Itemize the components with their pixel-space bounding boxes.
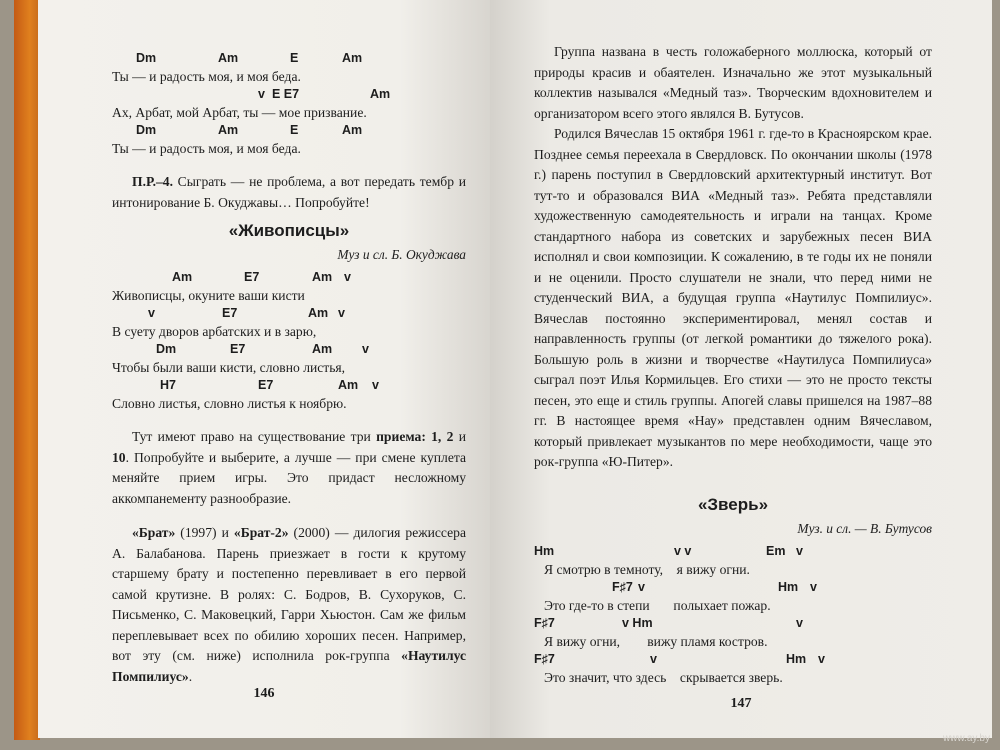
chord-label: H7 bbox=[160, 378, 176, 392]
nautilus-paragraph-2: Родился Вячеслав 15 октября 1961 г. где-то в Красноярском крае. Позднее семья переехала в Свердловск. По окончании школы (1978 г.) парень поступил в Свердловский архитектурный институт. Вот тут-то и образовался ВИА «Медный таз». Ребята представляли художественную самодеятельность и играли на танцах. Кроме стандартного набора из советских и зарубежных песен ВИА исполнял и свои композиции. К сожалению, в те годы их не поняли и не оценили. Просто слушатели не знали, что перед ними не студенческий ВИА, а будущая группа «Наутилус Помпилиус». Вячеслав постоянно экспериментировал, менял состав и направленность группы (от легкой романтики до тяжелого рока). Большую роль в жизни и творчестве «Наутилуса Помпилиуса» сыграл поэт Илья Кормильцев. Его стихи — это не просто тексты песен, это еще и стиль группы. Апогей славы пришелся на 1987–88 гг. В настоящее время «Нау» представлен одним Вячеславом, который привлекает музыкантов по мере необходимости, чаще это рок-группа «Ю-Питер». bbox=[534, 126, 932, 469]
chord-label: F♯7 bbox=[534, 615, 555, 630]
brat-bold-2: «Брат-2» bbox=[233, 525, 289, 540]
lyric-line: Чтобы были ваши кисти, словно листья, bbox=[112, 360, 346, 375]
chord-label: v bbox=[796, 615, 803, 630]
lyric-line: Ах, Арбат, мой Арбат, ты — мое призвание. bbox=[112, 105, 367, 120]
chord-label: v v bbox=[674, 543, 692, 558]
brat-text-3: . bbox=[188, 668, 193, 684]
song2-title: «Живописцы» bbox=[228, 221, 350, 240]
chord-label: Dm bbox=[136, 123, 157, 137]
chord-label: Am bbox=[218, 51, 239, 65]
chord-label: Em bbox=[766, 543, 786, 558]
chord-label: v bbox=[258, 87, 265, 101]
brat-text-1: (1997) и bbox=[175, 525, 234, 540]
chord-label: E bbox=[290, 123, 299, 137]
left-page bbox=[38, 0, 490, 738]
nautilus-paragraph-1: Группа названа в честь голожаберного моллюска, который от природы красив и обаятелен. Изначально же этот музыкальный коллектив назывался «Медный таз». Творческим вдохновителем и организатором всего этого являлся В. Бутусов. bbox=[534, 44, 932, 121]
lyric-line: Словно листья, словно листья к ноябрю. bbox=[112, 396, 347, 411]
song3-title: «Зверь» bbox=[697, 494, 769, 514]
lyric-line: Ты — и радость моя, и моя беда. bbox=[112, 141, 301, 156]
chord-label: v bbox=[796, 543, 803, 558]
brat-bold-1: «Брат» bbox=[132, 525, 176, 540]
chord-label: Am bbox=[312, 270, 333, 284]
chord-line bbox=[112, 341, 466, 358]
chord-label: Am bbox=[308, 306, 329, 320]
page-number-left: 146 bbox=[253, 686, 275, 701]
chord-line bbox=[534, 579, 932, 596]
chord-label: v bbox=[344, 270, 351, 284]
chord-label: E7 bbox=[230, 342, 246, 356]
chord-label: v bbox=[650, 651, 657, 666]
chord-label: Hm bbox=[534, 543, 555, 558]
chord-label: Am bbox=[342, 51, 363, 65]
chord-line bbox=[112, 305, 466, 322]
pr4-text: Сыграть — не проблема, а вот передать тембр и интонирование Б. Окуджавы… Попробуйте! bbox=[112, 174, 466, 210]
chord-label: v bbox=[362, 342, 369, 356]
chord-label: E7 bbox=[244, 270, 260, 284]
right-page bbox=[490, 0, 992, 738]
chord-line bbox=[534, 615, 932, 632]
chord-label: F♯7 bbox=[612, 579, 633, 594]
song3-credit: Муз. и сл. — В. Бутусов bbox=[797, 520, 932, 536]
chord-label: Am bbox=[370, 87, 391, 101]
lyric-line: Я смотрю в темноту, я вижу огни. bbox=[544, 561, 750, 577]
chord-label: Dm bbox=[156, 342, 177, 356]
brat-bold-3: «Наутилус Помпилиус» bbox=[112, 648, 466, 684]
chord-label: F♯7 bbox=[534, 651, 555, 666]
chord-line bbox=[112, 377, 466, 394]
chord-label: Am bbox=[338, 378, 359, 392]
chord-line bbox=[112, 50, 466, 67]
chord-label: Am bbox=[172, 270, 193, 284]
chord-line bbox=[534, 651, 932, 668]
chord-line bbox=[112, 122, 466, 139]
chord-line bbox=[112, 269, 466, 286]
page-number-right: 147 bbox=[730, 696, 752, 711]
pr4-label: П.Р.–4. bbox=[132, 174, 173, 189]
chord-label: v bbox=[372, 378, 379, 392]
lyric-line: Это где-то в степи полыхает пожар. bbox=[544, 597, 771, 613]
priem-paragraph bbox=[112, 427, 466, 509]
lyric-line: В суету дворов арбатских и в зарю, bbox=[112, 324, 317, 339]
song3-lines bbox=[534, 543, 932, 687]
chord-label: E7 bbox=[258, 378, 274, 392]
chord-label: Am bbox=[312, 342, 333, 356]
watermark: www.ay.by bbox=[942, 733, 990, 744]
song1-tail bbox=[112, 50, 466, 158]
book-cover-edge bbox=[14, 0, 40, 740]
priem-text-1: Тут имеют право на существование три bbox=[132, 429, 377, 444]
chord-label: E E7 bbox=[272, 87, 300, 101]
chord-label: Dm bbox=[136, 51, 157, 65]
chord-label: v bbox=[810, 579, 817, 594]
priem-bold: приема: 1, 2 bbox=[376, 429, 454, 444]
lyric-line: Это значит, что здесь скрывается зверь. bbox=[544, 669, 783, 685]
chord-label: v bbox=[638, 579, 645, 594]
chord-label: Hm bbox=[778, 579, 799, 594]
brat-paragraph bbox=[112, 523, 466, 687]
brat-text-2: (2000) — дилогия режиссера А. Балабанова. Парень приезжает в гости к крутому старшему брату и постепенно перевливает в его первой самой крутизне. В ролях: С. Бодров, В. Сухоруков, С. Письменко, С. Маковецкий, Гарри Хьюстон. Сам же фильм переплевывает всех по обилию хороших песен. Например, вот эту (см. ниже) исполнила рок-группа bbox=[112, 525, 466, 663]
chord-label: v bbox=[818, 651, 825, 666]
song2-lines bbox=[112, 269, 466, 413]
chord-label: Am bbox=[342, 123, 363, 137]
chord-line bbox=[534, 543, 932, 560]
song2-credit: Муз и сл. Б. Окуджава bbox=[337, 247, 466, 262]
chord-label: Hm bbox=[786, 651, 807, 666]
chord-label: v bbox=[338, 306, 345, 320]
chord-label: E bbox=[290, 51, 299, 65]
lyric-line: Ты — и радость моя, и моя беда. bbox=[112, 69, 301, 84]
lyric-line: Я вижу огни, вижу пламя костров. bbox=[544, 633, 768, 649]
chord-label: v bbox=[148, 306, 155, 320]
chord-label: v Hm bbox=[622, 615, 653, 630]
pr4-paragraph bbox=[112, 172, 466, 213]
priem-bold-2: 10 bbox=[112, 449, 126, 465]
chord-label: E7 bbox=[222, 306, 238, 320]
chord-line bbox=[112, 86, 466, 103]
priem-text-2: . Попробуйте и выберите, а лучше — при смене куплета меняйте прием игры. Это придаст несложному аккомпанементу разнообразие. bbox=[112, 449, 466, 506]
priem-text-and: и bbox=[453, 429, 466, 444]
lyric-line: Живописцы, окуните ваши кисти bbox=[112, 288, 305, 303]
chord-label: Am bbox=[218, 123, 239, 137]
